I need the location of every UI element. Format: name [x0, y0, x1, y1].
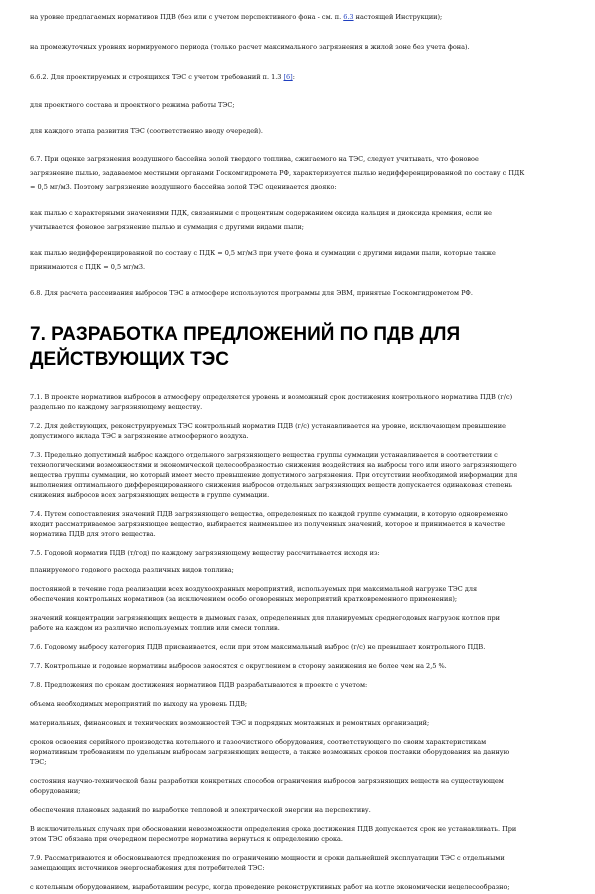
paragraph: сроков освоения серийного производства котельного и газоочистного оборудования, соответствующего по своим характеристикам	[30, 738, 487, 746]
paragraph: 7.1. В проекте нормативов выбросов в атмосферу определяется уровень и возможный срок достижения контрольного норматива ПДВ (г/с)	[30, 393, 513, 401]
section-heading: ДЕЙСТВУЮЩИХ ТЭС	[30, 349, 229, 370]
paragraph: как пылью недифференцированной по составу с ПДК = 0,5 мг/м3 при учете фона и суммации с другими видами пыли, которые также	[30, 249, 496, 257]
paragraph: материальных, финансовых и технических возможностей ТЭС и подрядных монтажных и ремонтных организаций;	[30, 719, 430, 727]
paragraph: с котельным оборудованием, выработавшим ресурс, когда проведение реконструктивных работ на котле экономически нецелесообразно;	[30, 883, 510, 891]
paragraph: снижения выбросов всех загрязняющих веществ в группе суммации.	[30, 491, 270, 499]
paragraph: оборудовании;	[30, 787, 81, 795]
paragraph: объема необходимых мероприятий по выходу на уровень ПДВ;	[30, 700, 248, 708]
paragraph: значений концентрации загрязняющих веществ в дымовых газах, определенных для планируемых среднегодовых нагрузок котлов при	[30, 614, 501, 622]
paragraph: 7.5. Годовой норматив ПДВ (т/год) по каждому загрязняющему веществу рассчитывается исходя из:	[30, 549, 380, 557]
paragraph: технологическими возможностями и экономической целесообразностью снижения воздействия на выбросы того или иного загрязняющего	[30, 461, 517, 469]
paragraph: вещества группы суммации, но который имеет место превышение допустимого загрязнения. При отсутствии необходимой информации для	[30, 471, 518, 479]
paragraph: обеспечения контрольных нормативов (за исключением особо оговоренных мероприятий кратковременного применения);	[30, 595, 458, 603]
paragraph: 6.7. При оценке загрязнения воздушного бассейна золой твердого топлива, сжигаемого на ТЭС, следует учитывать, что фоновое	[30, 155, 479, 163]
paragraph: на промежуточных уровнях нормируемого периода (только расчет максимального загрязнения в жилой зоне без учета фона).	[30, 43, 470, 51]
paragraph: работе на каждом из различно используемых топлив или смеси топлив.	[30, 624, 280, 632]
paragraph: состояния научно-технической базы разработки конкретных способов ограничения выбросов загрязняющих веществ на существующем	[30, 777, 504, 785]
paragraph: загрязнение пылью, задаваемое местными органами Госкомгидромета РФ, характеризуется пылью недифференцированной по составу с ПДК	[30, 169, 525, 177]
paragraph: выполнения оптимального дифференцированного снижения выбросов отдельных загрязняющих веществ допускается одинаковая степень	[30, 481, 513, 489]
paragraph: нормативным требованиям по удельным выбросам загрязняющих веществ, а также возможных сроков поставки оборудования на данную	[30, 748, 510, 756]
paragraph: как пылью с характерными значениями ПДК, связанными с процентным содержанием оксида кальция и диоксида кремния, если не	[30, 209, 492, 217]
paragraph: раздельно по каждому загрязняющему веществу.	[30, 403, 203, 411]
paragraph: 7.2. Для действующих, реконструируемых ТЭС контрольный норматив ПДВ (г/с) устанавливается на уровне, исключающем превышение	[30, 422, 506, 430]
paragraph: планируемого годового расхода различных видов топлива;	[30, 566, 234, 574]
paragraph: 6.6.2. Для проектируемых и строящихся ТЭС с учетом требований п. 1.3 [6]:	[30, 73, 295, 81]
paragraph: постоянной в течение года реализации всех воздухоохранных мероприятий, используемых при максимальной нагрузке ТЭС для	[30, 585, 478, 593]
paragraph: для каждого этапа развития ТЭС (соответственно вводу очередей).	[30, 127, 263, 135]
section-heading: 7. РАЗРАБОТКА ПРЕДЛОЖЕНИЙ ПО ПДВ ДЛЯ	[30, 324, 461, 345]
paragraph: норматива ПДВ для этого вещества.	[30, 530, 156, 538]
paragraph: 7.9. Рассматриваются и обосновываются предложения по ограничению мощности и сроки дальнейшей эксплуатации ТЭС с отдельными	[30, 854, 505, 862]
paragraph: 7.4. Путем сопоставления значений ПДВ загрязняющего вещества, определенных по каждой группе суммации, в которую одновременно	[30, 510, 508, 518]
paragraph: для проектного состава и проектного режима работы ТЭС;	[30, 101, 235, 109]
paragraph: замещающих источников энергоснабжения для потребителей ТЭС:	[30, 864, 265, 872]
paragraph: = 0,5 мг/м3. Поэтому загрязнение воздушного бассейна золой ТЭС оценивается двояко:	[30, 183, 337, 191]
paragraph: учитывается фоновое загрязнение пылью и суммация с другими видами пыли;	[30, 223, 304, 231]
paragraph: принимаются с ПДК = 0,5 мг/м3.	[30, 263, 146, 271]
reference-link[interactable]: [6]	[283, 73, 293, 81]
paragraph: 6.8. Для расчета рассеивания выбросов ТЭС в атмосфере используются программы для ЭВМ, принятые Госкомгидрометом РФ.	[30, 289, 473, 297]
paragraph: В исключительных случаях при обосновании невозможности определения срока достижения ПДВ допускается срок не устанавливать. При	[30, 825, 517, 833]
paragraph: на уровне предлагаемых нормативов ПДВ (без или с учетом перспективного фона - см. п. 6.3 настоящей Инструкции);	[30, 13, 443, 21]
paragraph: входит рассматриваемое загрязняющее вещество, выбирается наименьшее из полученных значений, которое и принимается в качестве	[30, 520, 506, 528]
paragraph: 7.6. Годовому выбросу категория ПДВ присваивается, если при этом максимальный выброс (г/с) не превышает контрольного ПДВ.	[30, 643, 486, 651]
paragraph: этом ТЭС обязана при очередном пересмотре норматива вернуться к определению срока.	[30, 835, 343, 843]
paragraph: обеспечения плановых заданий по выработке тепловой и электрической энергии на перспективу.	[30, 806, 371, 814]
paragraph: 7.8. Предложения по срокам достижения нормативов ПДВ разрабатываются в проекте с учетом:	[30, 681, 368, 689]
paragraph: ТЭС;	[30, 758, 47, 766]
paragraph: допустимого вклада ТЭС в загрязнение атмосферного воздуха.	[30, 432, 249, 440]
paragraph: 7.3. Предельно допустимый выброс каждого отдельного загрязняющего вещества группы суммации устанавливается в соответствии с	[30, 451, 498, 459]
paragraph: 7.7. Контрольные и годовые нормативы выбросов заносятся с округлением в сторону занижения не более чем на 2,5 %.	[30, 662, 447, 670]
section-link[interactable]: 6.3	[343, 13, 354, 21]
